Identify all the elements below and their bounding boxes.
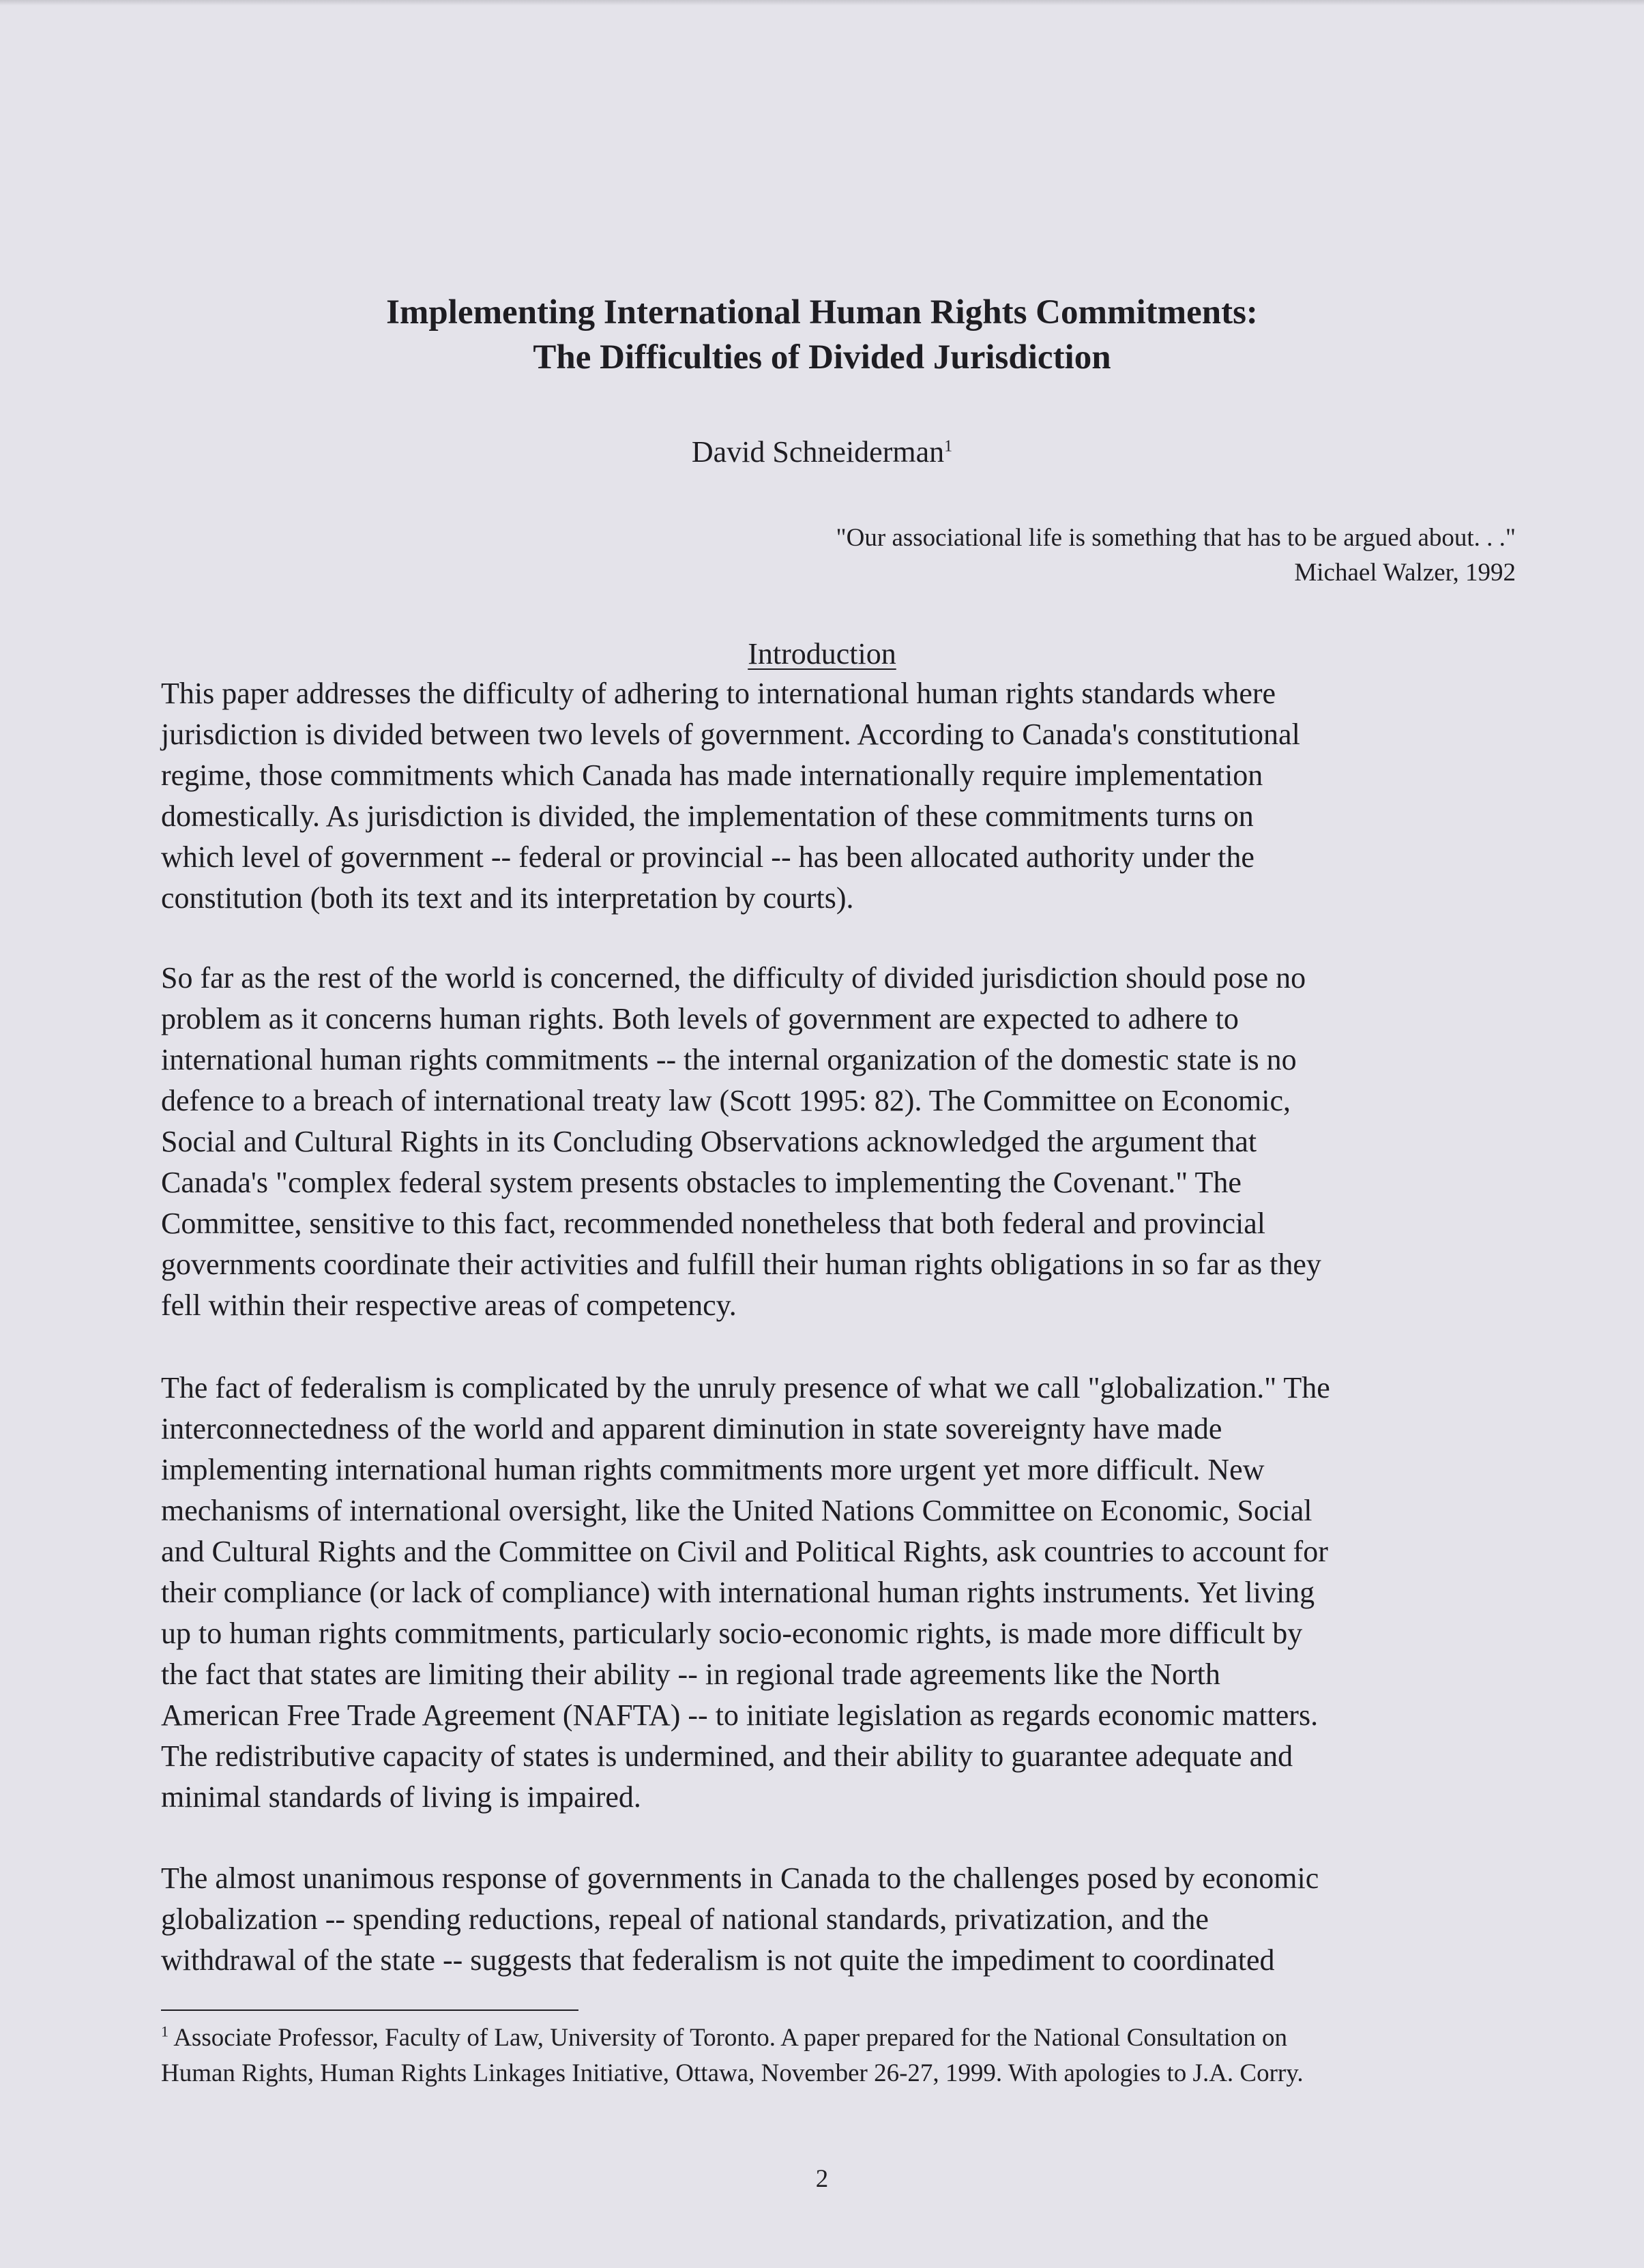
- author-footnote-ref: 1: [944, 437, 953, 456]
- paragraph-line: American Free Trade Agreement (NAFTA) -- to initiate legislation as regards economic matters.: [161, 1698, 1319, 1732]
- paragraph: [161, 958, 1512, 1326]
- paragraph-line: governments coordinate their activities and fulfill their human rights obligations in so far as they: [161, 1248, 1321, 1281]
- page-number: 2: [815, 2165, 829, 2193]
- section-heading-text: Introduction: [748, 637, 896, 671]
- epigraph-attribution: Michael Walzer, 1992: [1294, 559, 1516, 587]
- footnote-line: Human Rights, Human Rights Linkages Initiative, Ottawa, November 26-27, 1999. With apologies to J.A. Corry.: [161, 2059, 1304, 2087]
- paragraph-line: and Cultural Rights and the Committee on Civil and Political Rights, ask countries to account for: [161, 1535, 1328, 1568]
- paragraph: [161, 673, 1512, 919]
- paragraph: [161, 1858, 1512, 1981]
- paragraph-line: This paper addresses the difficulty of adhering to international human rights standards where: [161, 677, 1276, 710]
- paragraph-line: The redistributive capacity of states is undermined, and their ability to guarantee adequate and: [161, 1739, 1293, 1773]
- paragraph-line: international human rights commitments -- the internal organization of the domestic state is no: [161, 1043, 1297, 1076]
- footnote-marker: 1: [161, 2022, 168, 2040]
- paragraph-line: jurisdiction is divided between two levels of government. According to Canada's constitutional: [161, 718, 1300, 751]
- paragraph-line: regime, those commitments which Canada has made internationally require implementation: [161, 759, 1263, 792]
- paragraph-line: globalization -- spending reductions, repeal of national standards, privatization, and the: [161, 1902, 1209, 1936]
- footnote-separator: [161, 2009, 578, 2011]
- paragraph-line: interconnectedness of the world and apparent diminution in state sovereignty have made: [161, 1412, 1222, 1445]
- paragraph-line: problem as it concerns human rights. Both levels of government are expected to adhere to: [161, 1002, 1239, 1035]
- paragraph-line: So far as the rest of the world is concerned, the difficulty of divided jurisdiction should pose no: [161, 961, 1306, 995]
- paragraph-line: Social and Cultural Rights in its Concluding Observations acknowledged the argument that: [161, 1125, 1257, 1158]
- paragraph-line: constitution (both its text and its interpretation by courts).: [161, 881, 854, 915]
- paragraph-line: minimal standards of living is impaired.: [161, 1780, 641, 1814]
- paragraph-line: up to human rights commitments, particularly socio-economic rights, is made more difficult by: [161, 1617, 1303, 1650]
- paragraph-line: mechanisms of international oversight, like the United Nations Committee on Economic, Social: [161, 1494, 1312, 1527]
- paragraph-line: The fact of federalism is complicated by the unruly presence of what we call "globalization." The: [161, 1371, 1330, 1404]
- section-heading: [0, 636, 1644, 673]
- paragraph-line: The almost unanimous response of governments in Canada to the challenges posed by economic: [161, 1861, 1319, 1895]
- paragraph-line: withdrawal of the state -- suggests that federalism is not quite the impediment to coordinated: [161, 1943, 1275, 1977]
- footnote-line: [161, 2020, 1512, 2056]
- footnote: [161, 2020, 1512, 2091]
- paragraph-line: domestically. As jurisdiction is divided, the implementation of these commitments turns on: [161, 799, 1254, 833]
- epigraph-quote: "Our associational life is something that has to be argued about. . .": [836, 524, 1516, 552]
- document-title-line-1: Implementing International Human Rights Commitments:: [386, 293, 1258, 332]
- author-name: David Schneiderman: [691, 435, 945, 469]
- paragraph-line: implementing international human rights commitments more urgent yet more difficult. New: [161, 1453, 1265, 1486]
- paragraph-line: their compliance (or lack of compliance) with international human rights instruments. Yet living: [161, 1576, 1315, 1609]
- paragraph: [161, 1368, 1512, 1818]
- paragraph-line: fell within their respective areas of competency.: [161, 1288, 737, 1322]
- author-line: [0, 434, 1644, 471]
- document-title-line-2: The Difficulties of Divided Jurisdiction: [533, 338, 1111, 377]
- paragraph-line: which level of government -- federal or provincial -- has been allocated authority under the: [161, 840, 1254, 874]
- paragraph-line: Committee, sensitive to this fact, recommended nonetheless that both federal and provincial: [161, 1207, 1265, 1240]
- paragraph-line: Canada's "complex federal system presents obstacles to implementing the Covenant." The: [161, 1166, 1242, 1199]
- footnote-text: Associate Professor, Faculty of Law, University of Toronto. A paper prepared for the National Consultation on: [168, 2024, 1288, 2052]
- paragraph-line: the fact that states are limiting their ability -- in regional trade agreements like the North: [161, 1658, 1220, 1691]
- paragraph-line: defence to a breach of international treaty law (Scott 1995: 82). The Committee on Economic,: [161, 1084, 1291, 1117]
